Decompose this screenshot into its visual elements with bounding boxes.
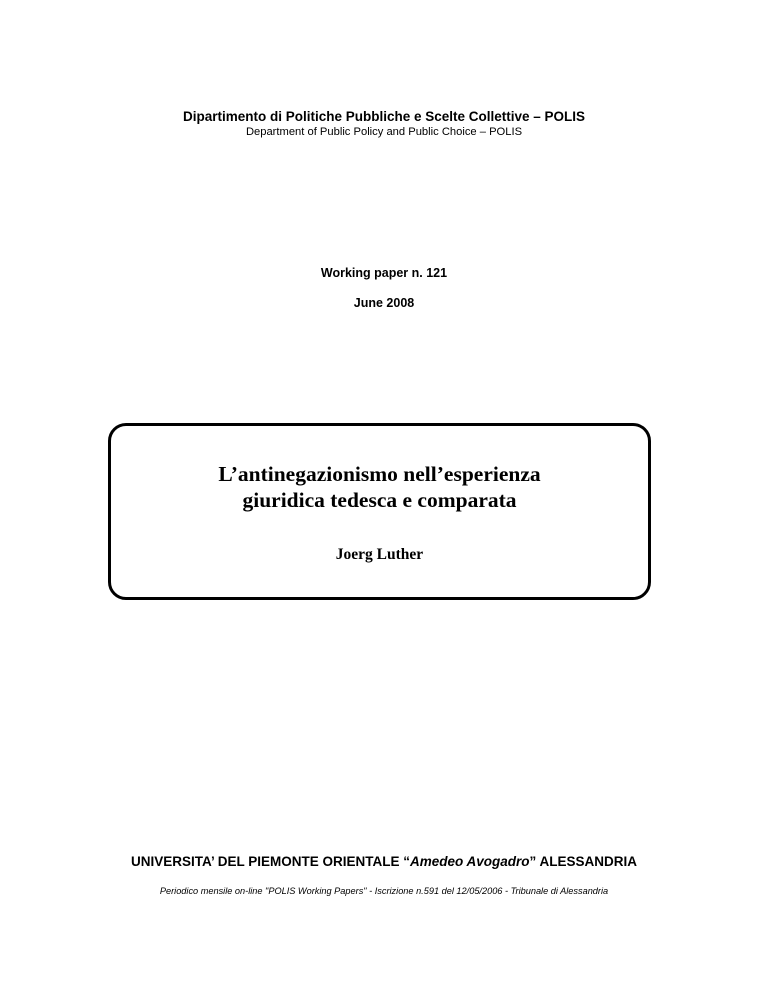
author-name: Joerg Luther: [335, 546, 424, 563]
paper-title-line-2: giuridica tedesca e comparata: [242, 488, 517, 512]
department-name-english: Department of Public Policy and Public Choice – POLIS: [245, 126, 523, 138]
registration-notice: Periodico mensile on-line "POLIS Working Papers" - Iscrizione n.591 del 12/05/2006 - Tribunale di Alessandria: [159, 886, 609, 896]
department-name-italian: Dipartimento di Politiche Pubbliche e Scelte Collettive – POLIS: [182, 109, 586, 124]
title-box: [108, 423, 651, 600]
university-suffix: ” ALESSANDRIA: [529, 854, 638, 869]
university-namesake: Amedeo Avogadro: [409, 854, 530, 869]
publication-date: June 2008: [353, 296, 415, 310]
university-prefix: UNIVERSITA’ DEL PIEMONTE ORIENTALE “: [130, 854, 410, 869]
university-line: [0, 854, 768, 869]
paper-title-line-1: L’antinegazionismo nell’esperienza: [218, 462, 541, 486]
working-paper-number: Working paper n. 121: [320, 266, 448, 280]
